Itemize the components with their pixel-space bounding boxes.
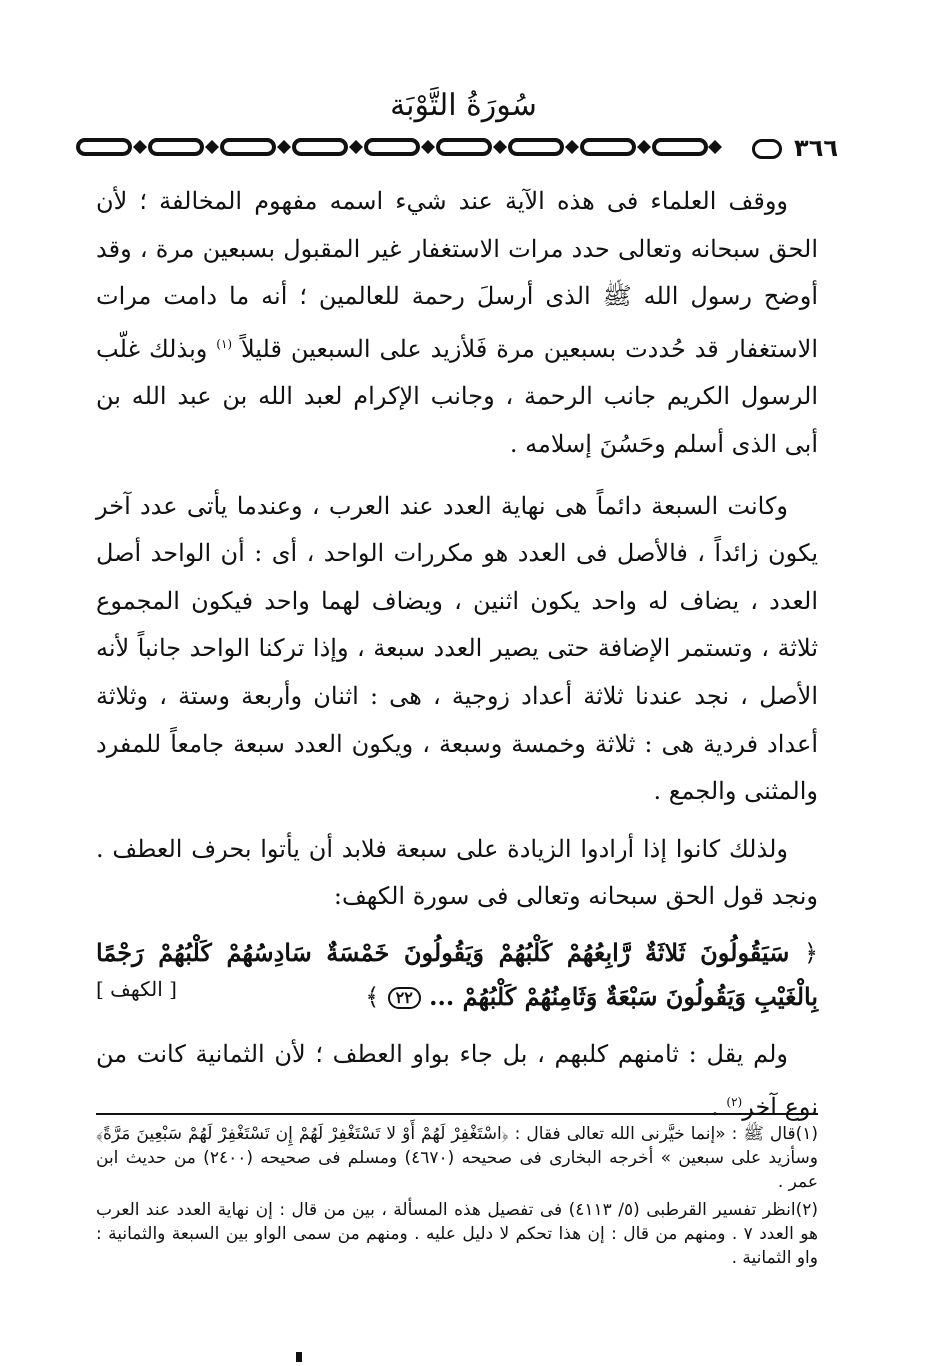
paragraph-1-text-a: ووقف العلماء فى هذه الآية عند شيء اسمه مفهوم المخالفة ؛ لأن الحق سبحانه وتعالى حدد مرات الاستغفار غير المقبول بسبعين مرة ، وقد أوضح رسول الله ﷺ الذى أرسلَ رحمة للعالمين ؛ أنه ما دامت مرات الاستغفار قد حُددت بسبعين مرة فَلأزيد على السبعين قليلاً bbox=[96, 187, 818, 363]
main-text bbox=[96, 178, 818, 1141]
footnote-1: (١)قال ﷺ : «إنما خيَّرنى الله تعالى فقال : ﴿اسْتَغْفِرْ لَهُمْ أَوْ لا تَسْتَغْفِرْ لَهُمْ إِن تَسْتَغْفِرْ لَهُمْ سَبْعِينَ مَرَّةً﴾ وسأزيد على سبعين » أخرجه البخارى فى صحيحه (٤٦٧٠) ومسلم فى صحيحه (٢٤٠٠) من حديث ابن عمر . bbox=[96, 1124, 818, 1192]
surah-title: سُورَةُ التَّوْبَة bbox=[390, 88, 537, 123]
quran-verse bbox=[96, 931, 818, 1019]
paragraph-2: وكانت السبعة دائماً هى نهاية العدد عند العرب ، وعندما يأتى عدد آخر يكون زائداً ، فالأصل فى العدد هو مكررات الواحد ، أى : أن الواحد أصل العدد ، يضاف له واحد يكون اثنين ، ويضاف لهما واحد فيكون المجموع ثلاثة ، وتستمر الإضافة حتى يصير العدد سبعة ، وإذا تركنا الواحد جانباً لأنه الأصل ، نجد عندنا ثلاثة أعداد زوجية ، هى : اثنان وأربعة وستة ، وثلاثة أعداد فردية هى : ثلاثة وخمسة وسبعة ، ويكون العدد سبعة جامعاً للمفرد والمثنى والجمع . bbox=[96, 491, 818, 806]
decorative-chain-divider bbox=[74, 136, 722, 158]
page-number-value: ٣٦٦ bbox=[794, 134, 838, 162]
verse-open-brace: ﴿ bbox=[803, 938, 818, 967]
page-bottom-mark bbox=[296, 1352, 302, 1362]
paragraph-4-text: ولم يقل : ثامنهم كلبهم ، بل جاء بواو العطف ؛ لأن الثمانية كانت من نوع آخر bbox=[96, 1039, 818, 1121]
ayah-number: ٢٢ bbox=[388, 987, 421, 1009]
surah-reference: [ الكهف ] bbox=[96, 976, 177, 1001]
paragraph-1-text-b: وبذلك غلّب الرسول الكريم جانب الرحمة ، وجانب الإكرام لعبد الله بن عبد الله بن أبى الذى أسلم وحَسُنَ إسلامه . bbox=[96, 334, 818, 458]
footnote-marker-2: (٢) bbox=[726, 1094, 743, 1109]
verse-text: سَيَقُولُونَ ثَلاثَةٌ رَّابِعُهُمْ كَلْبُهُمْ وَيَقُولُونَ خَمْسَةٌ سَادِسُهُمْ كَلْبُهُمْ رَجْمًا بِالْغَيْبِ وَيَقُولُونَ سَبْعَةٌ وَثَامِنُهُمْ كَلْبُهُمْ ... bbox=[96, 937, 818, 1011]
paragraph-4-end: . bbox=[711, 1092, 727, 1121]
paragraph-3: ولذلك كانوا إذا أرادوا الزيادة على سبعة فلابد أن يأتوا بحرف العطف . ونجد قول الحق سبحانه وتعالى فى سورة الكهف: bbox=[96, 834, 818, 911]
footnote-separator bbox=[96, 1113, 818, 1115]
paragraph-1 bbox=[96, 178, 818, 469]
footnote-2: (٢)انظر تفسير القرطبى (٥/ ٤١١٣) فى تفصيل هذه المسألة ، بين من قال : إن نهاية العدد عند العرب هو العدد ٧ . ومنهم من قال : إن هذا تحكم لا دليل عليه . ومنهم من سمى الواو بين السبعة والثمانية : واو الثمانية . bbox=[96, 1200, 818, 1268]
page-number bbox=[728, 134, 838, 160]
chain-end-ornament bbox=[752, 139, 782, 159]
footnote-marker-1: (١) bbox=[216, 336, 233, 351]
verse-close-brace: ﴾ bbox=[365, 982, 380, 1011]
footnotes bbox=[96, 1122, 818, 1274]
paragraph-4 bbox=[96, 1031, 818, 1131]
